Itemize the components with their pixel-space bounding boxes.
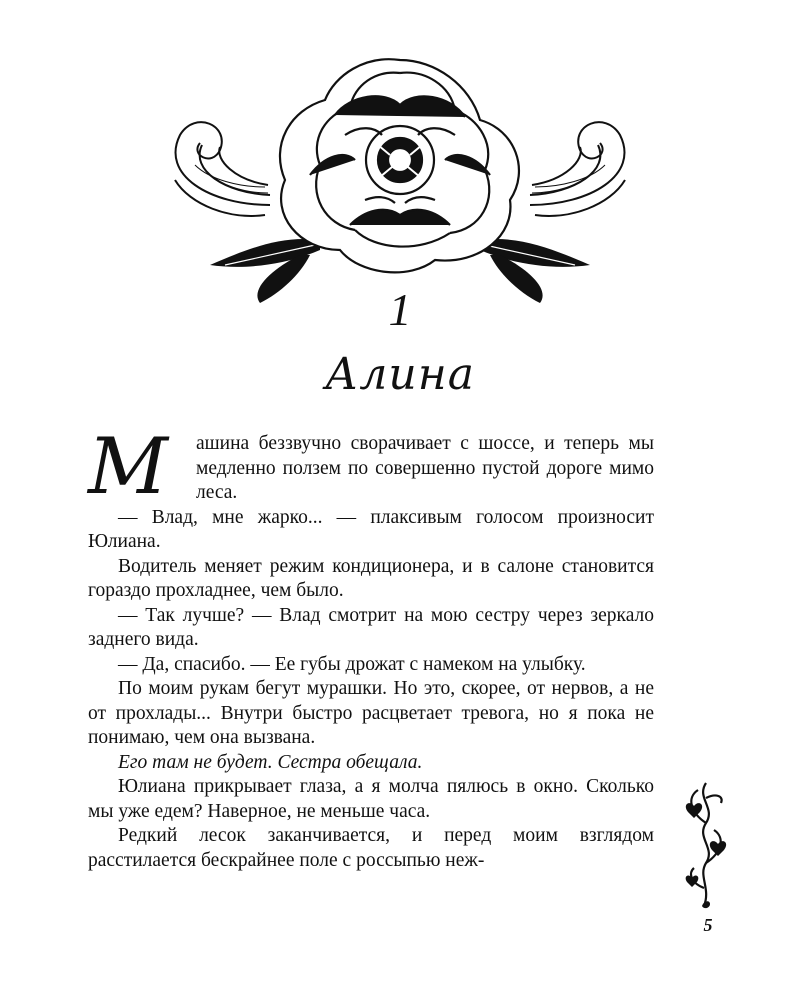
page-number: 5 xyxy=(703,915,713,935)
drop-cap: М xyxy=(88,422,168,512)
paragraph-5: — Да, спасибо. — Ее губы дрожат с намеком на улыбку. xyxy=(118,653,586,675)
paragraph-7-italic: Его там не будет. Сестра обещала. xyxy=(118,751,423,773)
paragraph-2: — Влад, мне жарко... — плаксивым голосом произносит Юлиана. xyxy=(88,506,654,552)
paragraph-8: Юлиана прикрывает глаза, а я молча пялюсь в окно. Сколько мы уже едем? Наверное, не меньше часа. xyxy=(88,776,654,822)
right-curl-icon xyxy=(530,122,625,216)
paragraph-6: По моим рукам бегут мурашки. Но это, скорее, от нервов, а не от прохлады... Внутри быстро расцветает тревога, но я пока не понимаю, чем она вызвана. xyxy=(88,678,654,748)
chapter-body xyxy=(88,422,654,873)
left-curl-icon xyxy=(175,122,270,216)
rose-ornament-icon xyxy=(150,55,650,305)
paragraph-1 xyxy=(88,422,654,512)
rose-icon xyxy=(280,59,519,272)
chapter-title: Алина xyxy=(325,349,475,400)
paragraph-1-text: ашина беззвучно сворачивает с шоссе, и теперь мы медленно ползем по совершенно пустой дороге мимо леса. xyxy=(196,433,654,503)
paragraph-3: Водитель меняет режим кондиционера, и в салоне становится гораздо прохладнее, чем было. xyxy=(88,555,654,601)
chapter-number: 1 xyxy=(388,284,412,335)
paragraph-9: Редкий лесок заканчивается, и перед моим взглядом расстилается бескрайнее поле с россыпью неж- xyxy=(88,825,654,871)
paragraph-4: — Так лучше? — Влад смотрит на мою сестру через зеркало заднего вида. xyxy=(88,604,654,650)
vine-hearts-icon xyxy=(676,778,736,913)
